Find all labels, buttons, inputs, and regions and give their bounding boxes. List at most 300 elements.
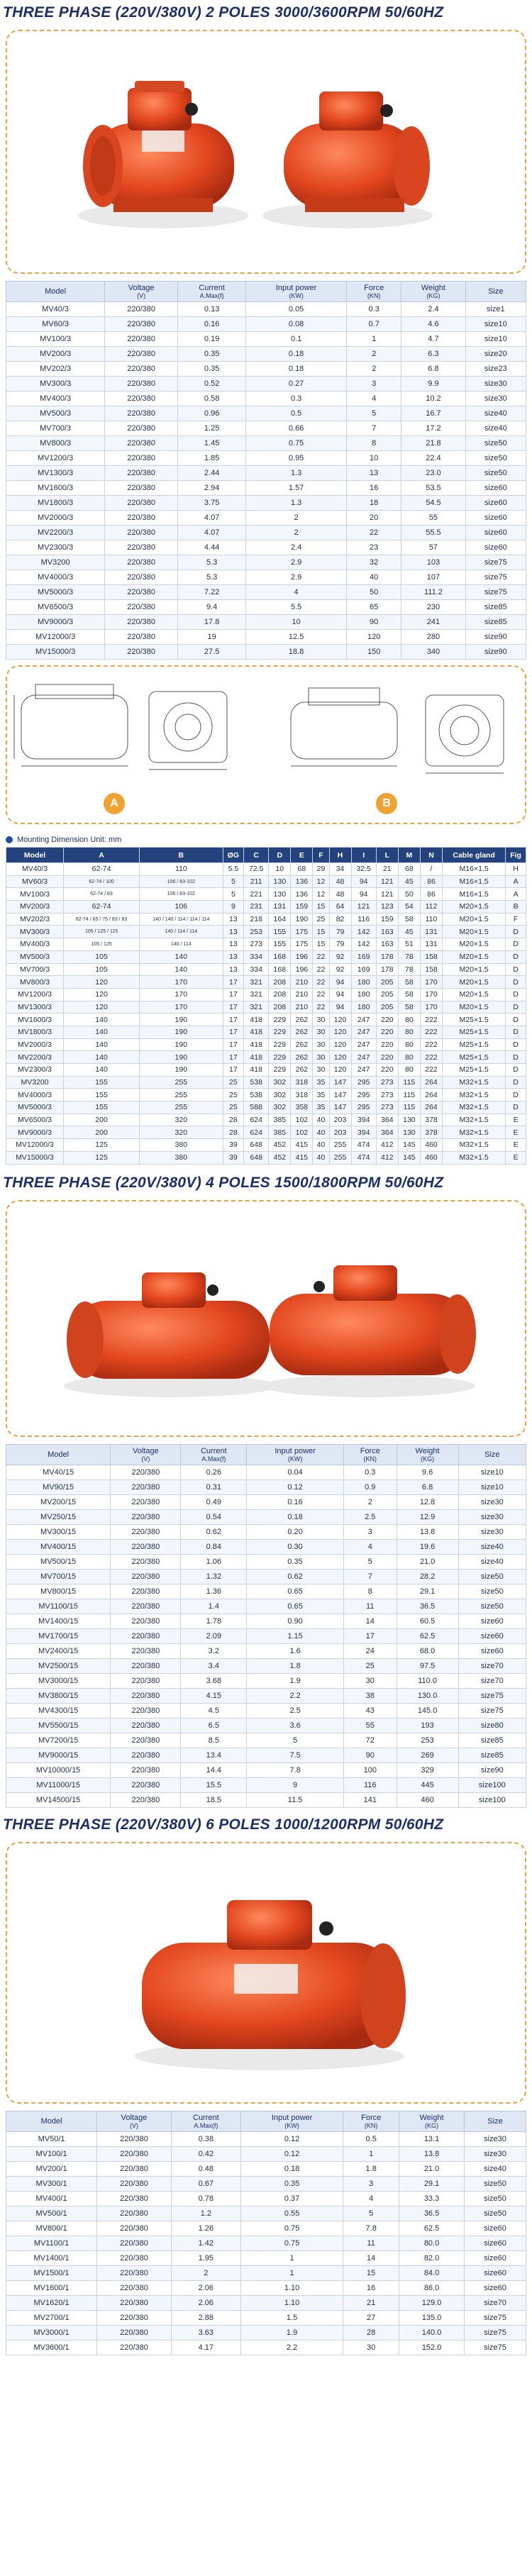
table-cell: 11 (343, 2236, 399, 2250)
table-cell: M32×1.5 (443, 1114, 506, 1126)
table-cell: 155 (64, 1076, 140, 1089)
table-cell: 17 (223, 1014, 243, 1026)
table-row (6, 2295, 526, 2310)
table-cell: 418 (244, 1026, 269, 1038)
table-cell: 6.5 (181, 1718, 247, 1733)
table-cell: 220/380 (105, 436, 178, 451)
table-cell: size50 (458, 1569, 526, 1584)
table-cell: 415 (291, 1151, 313, 1164)
table-cell: MV3000/15 (6, 1673, 111, 1688)
table-cell: 13.1 (399, 2131, 465, 2146)
table-cell: 0.95 (246, 451, 347, 466)
column-header-unit: (KN) (367, 292, 381, 299)
table-cell: 35 (313, 1089, 329, 1101)
table-cell: 39 (223, 1151, 243, 1164)
table-cell: size50 (465, 2191, 526, 2206)
table-cell: size75 (465, 2325, 526, 2340)
table-cell: 412 (376, 1151, 398, 1164)
table-cell: MV90/15 (6, 1479, 111, 1494)
table-cell: 180 (351, 976, 376, 989)
table-cell: 205 (376, 988, 398, 1001)
table-cell: 220/380 (105, 555, 178, 570)
table-cell: 30 (344, 1673, 397, 1688)
table-cell: 30 (343, 2340, 399, 2355)
column-header (246, 282, 347, 302)
table-cell: 17 (223, 1001, 243, 1014)
table-cell: 0.16 (247, 1494, 344, 1509)
table-cell: 57 (401, 540, 465, 555)
table-row (6, 2206, 526, 2221)
column-header-label: Size (484, 1450, 500, 1459)
column-header: D (269, 848, 291, 863)
table-cell: 29 (313, 863, 329, 876)
table-cell: 12 (313, 888, 329, 901)
table-cell: A (506, 888, 526, 901)
table-cell: 131 (420, 938, 442, 951)
table-row (6, 1569, 526, 1584)
table-cell: 220/380 (111, 1703, 181, 1718)
drawing-b-front (291, 688, 397, 766)
table-cell: 103 (401, 555, 465, 570)
table-cell: 1.8 (247, 1658, 344, 1673)
table-cell: 220/380 (111, 1584, 181, 1599)
table-cell: 120 (64, 988, 140, 1001)
table-cell: MV11000/15 (6, 1777, 111, 1792)
table-cell: M20×1.5 (443, 1001, 506, 1014)
table-cell: 264 (420, 1089, 442, 1101)
table-cell: D (506, 988, 526, 1001)
table-cell: 7.8 (247, 1762, 344, 1777)
table-cell: 121 (351, 901, 376, 914)
table-cell: 30 (313, 1038, 329, 1051)
table-cell: 220/380 (105, 362, 178, 377)
table-cell: 21.8 (401, 436, 465, 451)
table-row (6, 1777, 526, 1792)
table-cell: 220/380 (105, 332, 178, 347)
table-cell: 21 (343, 2295, 399, 2310)
section-title-4-poles: THREE PHASE (220V/380V) 4 POLES 1500/1800RPM 50/60HZ (3, 1174, 444, 1191)
table-cell: 112 (420, 901, 442, 914)
table-cell: 220/380 (105, 570, 178, 585)
table-cell: size50 (465, 466, 526, 481)
table-cell: 14 (344, 1614, 397, 1628)
table-cell: 220/380 (111, 1688, 181, 1703)
table-cell: size20 (465, 347, 526, 362)
table-cell: 229 (269, 1038, 291, 1051)
table-cell: 220/380 (97, 2161, 172, 2176)
table-cell: 220/380 (111, 1524, 181, 1539)
table-cell: 54 (398, 901, 420, 914)
column-header-unit: A.Max(f) (199, 292, 224, 299)
table-cell: MV1400/15 (6, 1614, 111, 1628)
table-row (6, 1673, 526, 1688)
table-cell: MV500/3 (6, 406, 105, 421)
table-cell: size40 (465, 2161, 526, 2176)
table-row (6, 436, 526, 451)
table-cell: 0.3 (347, 302, 401, 317)
table-cell: M25×1.5 (443, 1064, 506, 1077)
table-cell: 80 (398, 1026, 420, 1038)
table-cell: 9.6 (397, 1465, 458, 1479)
table-cell: 1 (347, 332, 401, 347)
table-cell: 3.63 (171, 2325, 240, 2340)
table-cell: MV200/1 (6, 2161, 97, 2176)
table-cell: MV1620/1 (6, 2295, 97, 2310)
table-row (6, 1584, 526, 1599)
table-cell: 55 (344, 1718, 397, 1733)
table-cell: 203 (329, 1126, 351, 1139)
table-cell: 220/380 (105, 451, 178, 466)
column-header (6, 282, 105, 302)
table-cell: 16 (347, 481, 401, 496)
table-cell: 168 (269, 950, 291, 963)
table-cell: 0.62 (247, 1569, 344, 1584)
table-row (6, 615, 526, 630)
table-cell: MV3800/15 (6, 1688, 111, 1703)
table-cell: 11.5 (247, 1792, 344, 1807)
table-cell: size40 (465, 421, 526, 436)
table-cell: 0.35 (178, 347, 246, 362)
table-cell: 120 (329, 1051, 351, 1064)
table-cell: 4.5 (181, 1703, 247, 1718)
table-row (6, 362, 526, 377)
table-row (6, 451, 526, 466)
table-cell: 474 (351, 1151, 376, 1164)
table-cell: 18.8 (246, 645, 347, 660)
table-cell: 4 (246, 585, 347, 600)
table-cell: 2 (246, 526, 347, 540)
table-cell: 147 (329, 1076, 351, 1089)
table-row (6, 1703, 526, 1718)
column-header: A (64, 848, 140, 863)
table-cell: 116 (344, 1777, 397, 1792)
table-cell: 0.18 (246, 362, 347, 377)
table-cell: D (506, 1076, 526, 1089)
table-cell: 22 (313, 963, 329, 976)
table-cell: 1 (240, 2265, 343, 2280)
table-cell: 1.2 (171, 2206, 240, 2221)
table-cell: D (506, 950, 526, 963)
table-cell: 169 (351, 963, 376, 976)
table-cell: 33.3 (399, 2191, 465, 2206)
table-cell: 80 (398, 1064, 420, 1077)
table-cell: 123 (376, 901, 398, 914)
table-cell: MV15000/3 (6, 1151, 64, 1164)
table-cell: size85 (465, 615, 526, 630)
motor-image-left (64, 1272, 277, 1397)
table-row (6, 645, 526, 660)
table-cell: 247 (351, 1038, 376, 1051)
table-row (6, 481, 526, 496)
table-cell: 62-74 / 83 (64, 888, 140, 901)
table-cell: MV100/3 (6, 888, 64, 901)
table-cell: MV400/15 (6, 1539, 111, 1554)
column-header: F (313, 848, 329, 863)
table-cell: 140 / 114 (139, 938, 223, 951)
table-cell: 18.5 (181, 1792, 247, 1807)
table-cell: 378 (420, 1126, 442, 1139)
table-cell: 220/380 (105, 585, 178, 600)
table-cell: size23 (465, 362, 526, 377)
table-cell: MV2300/3 (6, 540, 105, 555)
table-cell: 82 (329, 913, 351, 926)
table-cell: 220/380 (105, 630, 178, 645)
table-cell: M32×1.5 (443, 1101, 506, 1114)
table-cell: 220/380 (97, 2250, 172, 2265)
table-cell: MV200/3 (6, 347, 105, 362)
table-cell: D (506, 1051, 526, 1064)
table-cell: 0.65 (247, 1599, 344, 1614)
table-cell: 155 (64, 1101, 140, 1114)
table-row (6, 332, 526, 347)
table-cell: 135.0 (399, 2310, 465, 2325)
table-cell: 5 (247, 1733, 344, 1748)
table-cell: 97.5 (397, 1658, 458, 1673)
table-cell: MV5000/3 (6, 585, 105, 600)
table-row (6, 585, 526, 600)
table-cell: 150 (347, 645, 401, 660)
table-row (6, 392, 526, 406)
table-row (6, 511, 526, 526)
table-cell: 364 (376, 1126, 398, 1139)
table-cell: 302 (269, 1101, 291, 1114)
table-cell: MV1300/3 (6, 466, 105, 481)
table-cell: 100 (344, 1762, 397, 1777)
table-cell: size30 (465, 377, 526, 392)
table-cell: 190 (291, 913, 313, 926)
table-cell: 86.0 (399, 2280, 465, 2295)
table-cell: M20×1.5 (443, 976, 506, 989)
table-cell: 18 (347, 496, 401, 511)
table-cell: 220/380 (105, 615, 178, 630)
table-cell: 452 (269, 1139, 291, 1152)
table-row (6, 2310, 526, 2325)
table-cell: 40 (313, 1151, 329, 1164)
table-cell: size75 (458, 1703, 526, 1718)
table-cell: size60 (465, 2280, 526, 2295)
table-cell: 17 (223, 988, 243, 1001)
table-cell: size1 (465, 302, 526, 317)
table-cell: 13.8 (397, 1524, 458, 1539)
table-cell: 418 (244, 1064, 269, 1077)
table-row (6, 1494, 526, 1509)
table-cell: size85 (458, 1748, 526, 1762)
table-cell: 159 (376, 913, 398, 926)
table-cell: 273 (376, 1089, 398, 1101)
section-title-6-poles: THREE PHASE (220V/380V) 6 POLES 1000/1200RPM 50/60HZ (3, 1816, 444, 1833)
table-cell: 68 (291, 863, 313, 876)
table-cell: 12 (313, 875, 329, 888)
table-row (6, 377, 526, 392)
table-cell: 220/380 (111, 1628, 181, 1643)
table-cell: 220/380 (97, 2131, 172, 2146)
table-cell: size75 (465, 585, 526, 600)
table-cell: size60 (465, 2221, 526, 2236)
table-cell: 2.88 (171, 2310, 240, 2325)
table-cell: MV800/15 (6, 1584, 111, 1599)
table-cell: 220/380 (111, 1465, 181, 1479)
table-cell: size50 (465, 2206, 526, 2221)
table-cell: MV7200/15 (6, 1733, 111, 1748)
table-cell: 295 (351, 1076, 376, 1089)
photo-frame-6-poles (6, 1842, 526, 2104)
column-header: M (398, 848, 420, 863)
table-row (6, 1748, 526, 1762)
table-cell: 82.0 (399, 2250, 465, 2265)
table-cell: MV2000/3 (6, 1038, 64, 1051)
table-cell: MV3000/1 (6, 2325, 97, 2340)
table-cell: 229 (269, 1051, 291, 1064)
table-cell: 158 (420, 963, 442, 976)
table-cell: MV2000/3 (6, 511, 105, 526)
vibration-motor-photos (7, 31, 525, 270)
table-cell: 1.26 (171, 2221, 240, 2236)
table-cell: 318 (291, 1089, 313, 1101)
table-row (6, 630, 526, 645)
table-cell: 0.9 (344, 1479, 397, 1494)
table-cell: 25 (223, 1101, 243, 1114)
table-cell: 140.0 (399, 2325, 465, 2340)
table-row (6, 2146, 526, 2161)
table-cell: 1.4 (181, 1599, 247, 1614)
table-cell: 147 (329, 1101, 351, 1114)
table-cell: 1.10 (240, 2280, 343, 2295)
table-cell: size60 (458, 1628, 526, 1643)
table-cell: D (506, 938, 526, 951)
table-cell: M20×1.5 (443, 913, 506, 926)
table-cell: 220/380 (111, 1792, 181, 1807)
table-cell: 0.66 (246, 421, 347, 436)
table-cell: 0.1 (246, 332, 347, 347)
table-cell: MV3200 (6, 1076, 64, 1089)
table-cell: 29.1 (397, 1584, 458, 1599)
table-row (6, 1479, 526, 1494)
column-header-label: Force (364, 284, 384, 292)
table-cell: 102 (291, 1114, 313, 1126)
table-cell: 0.19 (178, 332, 246, 347)
table-cell: 5 (344, 1554, 397, 1569)
table-cell: 1.36 (181, 1584, 247, 1599)
table-cell: 255 (139, 1101, 223, 1114)
table-cell: 58 (398, 976, 420, 989)
column-header-unit: (KN) (364, 2121, 378, 2129)
table-cell: size10 (458, 1479, 526, 1494)
table-cell: 220/380 (97, 2191, 172, 2206)
table-cell: 220 (376, 1038, 398, 1051)
table-cell: 155 (269, 926, 291, 938)
table-cell: 418 (244, 1038, 269, 1051)
column-header: N (420, 848, 442, 863)
table-cell: 36.5 (399, 2206, 465, 2221)
table-cell: 22 (313, 976, 329, 989)
table-cell: MV1100/1 (6, 2236, 97, 2250)
table-cell: 220/380 (111, 1494, 181, 1509)
table-cell: size85 (458, 1733, 526, 1748)
table-cell: 220/380 (105, 496, 178, 511)
table-cell: 140 / 114 / 114 (139, 926, 223, 938)
column-header (105, 282, 178, 302)
table-cell: 0.37 (240, 2191, 343, 2206)
table-cell: 203 (329, 1114, 351, 1126)
table-cell: 193 (397, 1718, 458, 1733)
table-cell: 178 (376, 950, 398, 963)
table-row (6, 1076, 526, 1089)
table-cell: 208 (269, 988, 291, 1001)
table-cell: size60 (465, 526, 526, 540)
table-cell: 17.8 (178, 615, 246, 630)
table-cell: 10 (246, 615, 347, 630)
table-cell: 205 (376, 1001, 398, 1014)
figure-a-badge: A (104, 793, 125, 814)
column-header: E (291, 848, 313, 863)
table-cell: 1.3 (246, 496, 347, 511)
table-cell: 170 (139, 976, 223, 989)
table-cell: 130.0 (397, 1688, 458, 1703)
table-cell: size90 (465, 645, 526, 660)
table-cell: 418 (244, 1014, 269, 1026)
table-cell: 6.3 (401, 347, 465, 362)
table-cell: 105 / 125 (64, 938, 140, 951)
table-cell: 115 (398, 1076, 420, 1089)
table-cell: 2.2 (247, 1688, 344, 1703)
table-cell: 220/380 (105, 347, 178, 362)
table-cell: MV12000/3 (6, 1139, 64, 1152)
table-row (6, 1762, 526, 1777)
table-cell: 220/380 (111, 1554, 181, 1569)
table-cell: 269 (397, 1748, 458, 1762)
table-row (6, 2236, 526, 2250)
table-row (6, 302, 526, 317)
table-cell: size75 (458, 1688, 526, 1703)
table-row (6, 938, 526, 951)
table-row (6, 950, 526, 963)
table-cell: 35 (313, 1101, 329, 1114)
table-cell: 0.55 (240, 2206, 343, 2221)
table-cell: MV500/15 (6, 1554, 111, 1569)
table-cell: 2 (347, 347, 401, 362)
table-cell: D (506, 1064, 526, 1077)
table-header-row (6, 1444, 526, 1465)
table-cell: 385 (269, 1114, 291, 1126)
table-cell: 40 (347, 570, 401, 585)
table-cell: E (506, 1126, 526, 1139)
column-header (399, 2111, 465, 2131)
table-cell: 247 (351, 1026, 376, 1038)
table-cell: 3.75 (178, 496, 246, 511)
column-header-label: Model (48, 1450, 70, 1459)
table-cell: size60 (465, 540, 526, 555)
table-header-row (6, 282, 526, 302)
table-row (6, 496, 526, 511)
table-cell: 142 (351, 938, 376, 951)
table-cell: MV1500/1 (6, 2265, 97, 2280)
table-cell: 321 (244, 1001, 269, 1014)
table-cell: 220/380 (111, 1599, 181, 1614)
spec-table-4-poles (6, 1444, 526, 1808)
mounting-dimension-drawings (7, 667, 525, 820)
table-cell: 24 (344, 1643, 397, 1658)
column-header (401, 282, 465, 302)
table-cell: 8 (344, 1584, 397, 1599)
table-cell: 159 (291, 901, 313, 914)
table-cell: 80 (398, 1038, 420, 1051)
table-row (6, 863, 526, 876)
figure-b-badge: B (376, 793, 397, 814)
table-cell: 1.85 (178, 451, 246, 466)
table-cell: 0.38 (171, 2131, 240, 2146)
column-header: L (376, 848, 398, 863)
table-cell: MV5000/3 (6, 1101, 64, 1114)
